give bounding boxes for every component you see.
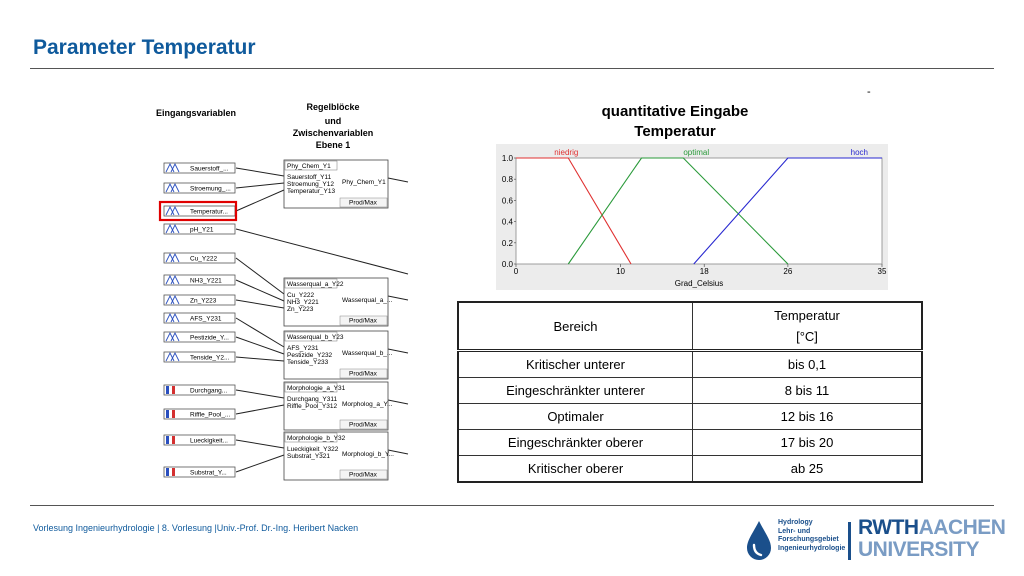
input-label: NH3_Y221 [190,277,222,285]
x-tick-label: 35 [877,267,887,276]
rule-block-method: Prod/Max [349,199,377,207]
input-variable [164,467,235,477]
rule-block-title: Phy_Chem_Y1 [287,162,331,170]
rule-block-input: Pestizide_Y232 [287,352,333,359]
rule-block [284,382,393,430]
legend-label: hoch [850,148,868,157]
fuzzy-block-diagram [150,98,410,484]
title-divider [30,68,994,69]
rule-block-input: Cu_Y222 [287,292,315,299]
rule-block-input: Tenside_Y233 [287,359,329,366]
header-temperatur-line1: Temperatur [774,308,840,323]
rule-block-title: Morphologie_a_Y31 [287,384,346,392]
rule-block-output: Morphologi_b_Y... [342,451,394,458]
flag-icon [172,386,175,394]
connector-line [236,190,284,211]
flag-icon [169,436,172,444]
x-tick-label: 0 [513,267,519,276]
input-label: Substrat_Y... [190,469,227,477]
cell-bereich: Optimaler [458,404,693,430]
rule-block-output: Wasserqual_a_... [342,297,393,304]
cell-bereich: Eingeschränkter unterer [458,378,693,404]
rule-block [284,160,388,208]
header-bereich: Bereich [458,302,693,351]
flag-icon [166,436,169,444]
y-tick-label: 0.2 [501,238,513,248]
flag-icon [169,468,172,476]
connector-line [236,183,284,188]
temperature-range-table [457,301,923,483]
connector-line [236,405,284,414]
input-label: Sauerstoff_... [190,165,229,173]
x-axis-label: Grad_Celsius [674,279,724,288]
x-tick-label: 10 [616,267,626,276]
input-variable [164,183,235,193]
input-variable [164,206,235,216]
rule-block-input: AFS_Y231 [287,345,319,352]
input-variable [164,385,235,395]
rule-block-input: Zn_Y223 [287,306,314,313]
inputs-header: Eingangsvariablen [156,108,237,118]
connector-line [236,168,284,176]
input-label: Stroemung_... [190,185,231,193]
flag-icon [172,410,175,418]
input-variable [164,313,235,323]
flag-icon [166,468,169,476]
dash-mark: - [867,86,871,98]
input-label: Riffle_Pool_... [190,411,231,419]
y-tick-label: 0.4 [501,217,513,227]
header-temperatur [693,302,923,351]
y-tick-label: 0.8 [501,175,513,185]
chart-title-line2: Temperatur [634,123,716,140]
cell-temperatur: 17 bis 20 [693,430,923,456]
institute-line: Forschungsgebiet [778,536,839,544]
institute-logo-text [778,519,845,553]
connector-line [236,318,284,347]
rule-block-title: Wasserqual_a_Y22 [287,280,344,288]
rule-block [284,278,393,326]
blocks-header-line4: Ebene 1 [315,140,351,150]
rule-block-input: Temperatur_Y13 [287,188,336,195]
y-tick-label: 1.0 [501,154,513,163]
rule-block-output: Morpholog_a_Y... [342,401,393,408]
table-row [458,430,922,456]
rule-block-output: Wasserqual_b_... [342,350,393,357]
input-label: AFS_Y231 [190,315,222,323]
rule-block [284,331,393,379]
input-variable [164,295,235,305]
cell-temperatur: 12 bis 16 [693,404,923,430]
connector-line [236,258,284,294]
input-variable [164,352,235,362]
rule-block-input: Durchgang_Y311 [287,396,338,403]
footer-text: Vorlesung Ingenieurhydrologie | 8. Vorlesung |Univ.-Prof. Dr.-Ing. Heribert Nacken [33,523,359,533]
y-tick-label: 0.6 [501,196,513,206]
flag-icon [172,436,175,444]
flag-icon [166,410,169,418]
water-drop-icon [744,519,774,561]
input-label: Temperatur... [190,208,228,216]
connector-line [236,440,284,448]
rule-block-input: Stroemung_Y12 [287,181,334,188]
rwth-logo-part2: AACHEN [918,516,1006,539]
connector-line [236,280,284,301]
input-label: Cu_Y222 [190,255,218,263]
institute-line: Lehr- und [778,527,811,535]
table-row [458,404,922,430]
input-variable [164,163,235,173]
institute-line: Hydrology [778,519,813,526]
input-variable [164,435,235,445]
input-variable [164,275,235,285]
rule-block-method: Prod/Max [349,471,377,479]
rwth-logo-part1: RWTH [858,516,919,539]
y-tick-label: 0.0 [501,260,513,269]
rule-block-input: NH3_Y221 [287,299,319,306]
cell-temperatur: 8 bis 11 [693,378,923,404]
table-row [458,456,922,483]
input-label: pH_Y21 [190,226,214,234]
legend-label: niedrig [554,148,579,157]
cell-temperatur: bis 0,1 [693,351,923,378]
flag-icon [169,410,172,418]
flag-icon [169,386,172,394]
cell-bereich: Kritischer unterer [458,351,693,378]
input-label: Pestizide_Y... [190,334,229,342]
blocks-header-line1: Regelblöcke [306,102,360,112]
chart-title [560,102,790,142]
input-variable [164,332,235,342]
connector-line [236,300,284,308]
rule-block-title: Morphologie_b_Y32 [287,434,346,442]
rwth-logo [858,517,1005,561]
rule-block [284,432,394,480]
input-variable [164,409,235,419]
input-label: Durchgang... [190,387,228,395]
cell-temperatur: ab 25 [693,456,923,483]
rule-block-title: Wasserqual_b_Y23 [287,333,344,341]
rule-block-input: Substrat_Y321 [287,453,331,460]
chart-title-line1: quantitative Eingabe [601,103,749,120]
connector-line [388,178,408,182]
input-label: Zn_Y223 [190,297,217,305]
cell-bereich: Eingeschränkter oberer [458,430,693,456]
blocks-header-line2: und [324,116,342,126]
membership-chart [496,144,888,290]
footer-divider [30,505,994,506]
table-row [458,378,922,404]
connector-line [236,357,284,361]
cell-bereich: Kritischer oberer [458,456,693,483]
rule-block-input: Riffle_Pool_Y312 [287,403,338,410]
connector-line [236,337,284,354]
legend-label: optimal [683,148,710,157]
blocks-header-line3: Zwischenvariablen [292,128,374,138]
rule-block-method: Prod/Max [349,421,377,429]
x-tick-label: 18 [699,267,709,276]
x-tick-label: 26 [783,267,793,276]
input-variable [164,253,235,263]
rule-block-input: Sauerstoff_Y11 [287,174,332,181]
rule-block-method: Prod/Max [349,317,377,325]
input-label: Tenside_Y2... [190,354,230,362]
flag-icon [166,386,169,394]
institute-line: Ingenieurhydrologie [778,544,846,552]
connector-line [236,390,284,398]
rwth-logo-line2: UNIVERSITY [858,538,980,561]
table-row [458,351,922,378]
input-label: Lueckigkeit... [190,437,228,445]
rule-block-output: Phy_Chem_Y1 [342,179,386,186]
connector-line [236,455,284,472]
rule-block-input: Lueckigkeit_Y322 [287,446,339,453]
rule-block-method: Prod/Max [349,370,377,378]
table-header-row [458,302,922,351]
connector-line [236,229,408,274]
slide-title: Parameter Temperatur [33,36,256,59]
input-variable [164,224,235,234]
flag-icon [172,468,175,476]
logo-separator [848,522,851,560]
header-temperatur-line2: [°C] [796,329,818,344]
